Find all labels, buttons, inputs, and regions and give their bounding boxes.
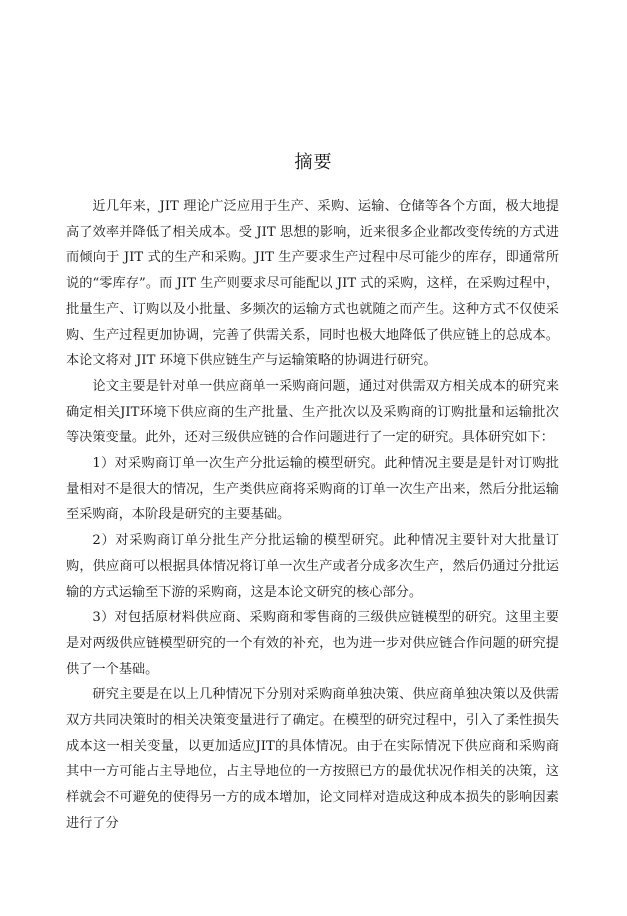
paragraph-6: 研究主要是在以上几种情况下分别对采购商单独决策、供应商单独决策以及供需双方共同决策时的相关决策变量进行了确定。在模型的研究过程中，引入了柔性损失成本这一相关变量，以更加适应JIT的具体情况。由于在实际情况下供应商和采购商其中一方可能占主导地位，占主导地位的一方按照已方的最优状况作相关的决策，这样就会不可避免的使得另一方的成本增加，论文同样对造成这种成本损失的影响因素进行了分 (66, 687, 559, 831)
abstract-title: 摘要 (294, 152, 333, 173)
paragraph-3: 1）对采购商订单一次生产分批运输的模型研究。此种情况主要是是针对订购批量相对不是很大的情况，生产类供应商将采购商的订单一次生产出来，然后分批运输至采购商，本阶段是研究的主要基础。 (66, 456, 559, 523)
paragraph-1: 近几年来，JIT 理论广泛应用于生产、采购、运输、仓储等各个方面，极大地提高了效率并降低了相关成本。受 JIT 思想的影响，近来很多企业都改变传统的方式进而倾向于 JIT 式的生产和采购。JIT 生产要求生产过程中尽可能少的库存，即通常所说的“零库存”。而 JIT 生产则要求尽可能配以 JIT 式的采购，这样，在采购过程中，批量生产、订购以及小批量、多频次的运输方式也就随之而产生。这种方式不仅使采购、生产过程更加协调，完善了供需关系，同时也极大地降低了供应链上的总成本。本论文将对 JIT 环境下供应链生产与运输策略的协调进行研究。 (66, 199, 559, 369)
paragraph-5: 3）对包括原材料供应商、采购商和零售商的三级供应链模型的研究。这里主要是对两级供应链模型研究的一个有效的补充，也为进一步对供应链合作问题的研究提供了一个基础。 (66, 610, 559, 677)
paragraph-4: 2）对采购商订单分批生产分批运输的模型研究。此种情况主要针对大批量订购，供应商可以根据具体情况将订单一次生产或者分成多次生产，然后仍通过分批运输的方式运输至下游的采购商，这是本论文研究的核心部分。 (66, 533, 559, 600)
paragraph-2: 论文主要是针对单一供应商单一采购商问题，通过对供需双方相关成本的研究来确定相关JIT环境下供应商的生产批量、生产批次以及采购商的订购批量和运输批次等决策变量。此外，还对三级供应链的合作问题进行了一定的研究。具体研究如下： (66, 378, 559, 446)
abstract-body (66, 194, 559, 837)
